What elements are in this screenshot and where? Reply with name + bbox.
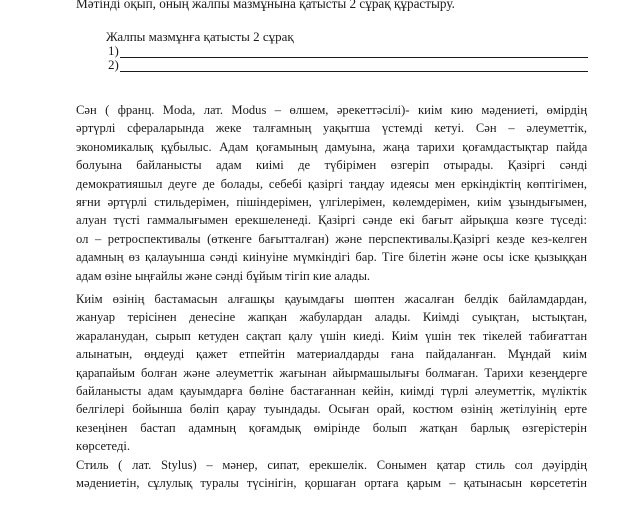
text-line: алынатын, өңдеуді қажет етпейтін материалдарды ғана пайдаланған. Мұндай киім — [76, 347, 587, 362]
task-instruction: Мәтінді оқып, оның жалпы мазмұнына қатысты 2 сұрақ құрастыру. — [76, 0, 455, 11]
text-line: жараланудан, сырып кетуден сақтап қалу үшін киеді. Киім үшін тек тікелей табиғаттан — [76, 328, 587, 343]
questions-block — [108, 29, 588, 72]
text-line: Сән ( франц. Moda, лат. Modus – өлшем, әрекеттәсілі)- киім кию мәдениеті, өмірдің — [76, 103, 587, 117]
text-line: әртүрлі сфераларында жеке талғамның уақытша үстемді кетуі. Сән – әлеуметтік, — [76, 121, 587, 136]
text-line: кезеңінен бастап адамның қоғамдық өмірінде болып жатқан барлық өзгерістерін — [76, 420, 587, 435]
question-line-1[interactable] — [108, 44, 588, 58]
text-line: болуына байланысты адам киімі де түбірімен өзгеріп отырады. Қазіргі сәнді — [76, 158, 587, 173]
text-line: адам өзіне ыңғайлы және сәнді бұйым тігіп киe алады. — [76, 268, 371, 283]
text-line: ол – ретроспективалы (өткенге бағытталған) және перспективалы.Қазіргі кезде кез-келген — [76, 231, 587, 246]
paragraph-style — [76, 456, 587, 493]
text-line: жануар терісінен денесіне жапқан жабулардан алады. Киімді суықтан, ыстықтан, — [76, 310, 587, 325]
text-line: Киім өзінің бастамасын алғашқы қауымдағы шөптен жасалған белдік байламдардан, — [76, 292, 587, 306]
question-number: 2) — [108, 57, 119, 72]
answer-underline — [120, 60, 588, 72]
text-line: демократияшыл деуге де болады, себебі қазіргі таңдау идеясы мен еркіндіктің көптігімен, — [76, 176, 587, 191]
text-line: белгілері бойынша бөліп қарау туындады. Осыған орай, костюм өзінің жетілуінің ерте — [76, 402, 587, 417]
text-line: яғни әртүрлі стильдерімен, пішіндерімен, үлгілерімен, көлемдерімен, киім ұзындығымен, — [76, 195, 587, 210]
text-line: Стиль ( лат. Stylus) – мәнер, сипат, ерекшелік. Сонымен қатар стиль сол дәуірдің — [76, 458, 587, 472]
answer-underline — [120, 46, 588, 58]
questions-title: Жалпы мазмұнға қатысты 2 сұрақ — [106, 29, 294, 44]
text-line: экономикалық құбылыс. Адам қоғамының дамуына, жаңа тарихи қоғамдастықтар пайда — [76, 139, 587, 154]
text-line: қарапайым болған және әлеуметтік жағынан айырмашылығы болмаған. Тарихи кезеңдерге — [76, 365, 587, 380]
question-number: 1) — [108, 43, 119, 58]
text-line: көрсетеді. — [76, 439, 131, 454]
paragraph-fashion — [76, 101, 587, 285]
text-line: байланысты адам қауымдарға бөліне бастағаннан кейін, киімді түрлі әлеуметтік, мүліктік — [76, 384, 587, 399]
paragraph-clothing-origin — [76, 290, 587, 456]
question-line-2[interactable] — [108, 58, 588, 72]
text-line: адамның өз қалауынша сәнді киінуіне мүмкіндігі бар. Тіге білетін және осы іске қызыққан — [76, 250, 587, 265]
text-line: алуан түсті гаммалығымен ерекшеленеді. Қазіргі сәнде екі бағыт айрықша көзге түседі: — [76, 213, 587, 228]
text-line: мәдениетін, сұлулық туралы түсінігін, қоршаған ортаға қарым – қатынасын көрсететін — [76, 476, 587, 491]
